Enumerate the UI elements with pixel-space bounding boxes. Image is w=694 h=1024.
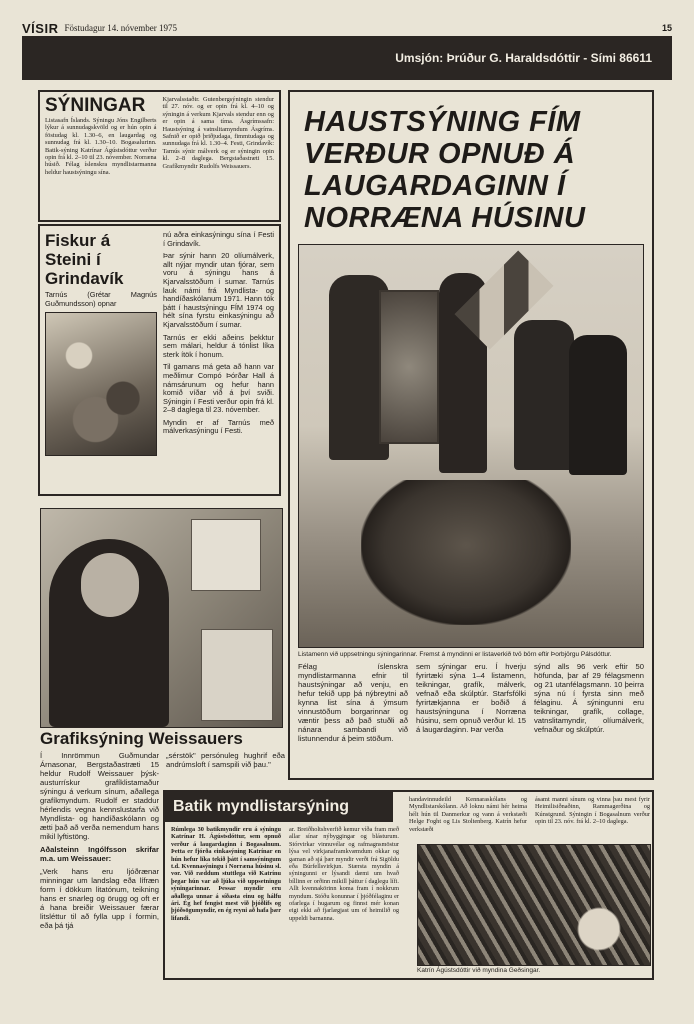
- fiskur-para: Til gamans má geta að hann var meðlimur Compó Þórðar Hall á námsárunum og hefur hann komið víðar við á því sviði. Sýningin í Festi verður opin frá kl. 2–8 daglega til 23. nóvember.: [163, 362, 274, 415]
- haustsyning-headline: HAUSTSÝNING FÍM VERÐUR OPNUÐ Á LAUGARDAGINN Í NORRÆNA HÚSINU: [304, 106, 586, 234]
- issue-date: Föstudagur 14. nóvember 1975: [64, 23, 177, 33]
- batik-artwork-photo: [417, 844, 651, 966]
- fiskur-para: Tarnús er ekki aðeins þekktur sem málari, heldur á tónlist líka sterk ítök í honum.: [163, 332, 274, 359]
- batik-title: Batik myndlistarsýning: [165, 792, 393, 822]
- fiskur-lead: Tarnús (Grétar Magnús Guðmundsson) opnar: [45, 290, 157, 308]
- fiskur-painting-photo: [45, 312, 157, 456]
- grafik-quote-end: „sérstök" persónuleg hughrif eða andrúmsloft í samspili við þau.": [166, 751, 285, 769]
- haustsyning-col1: Félag íslenskra myndlistarmanna efnir til haustsýningar að venju, en hefur tekið upp þá nýbreytni að kynna list sína á ýmsum vinnustöðum borgarinnar og væntir þess að það stuðli að nánara sambandi við listunnendur á þeim stöðum.: [298, 662, 408, 743]
- grafik-para: „Verk hans eru ljóðrænar minningar um landslag eða lífræn form í dökkum litatónum, teikning hans er snarleg og örugg og oft er á hana breiðir Weissauer færar litsléttur til að fylla upp í formin, eða þá tjá: [40, 867, 159, 930]
- batik-col3: handavinnudeild Kennaraskólans og Myndlistarskólann. Að loknu námi hér heima hélt hún til Danmerkur og vann á verkstæði Helge Foght og Lis Stoltenberg. Katrín hefur verkstæði: [409, 796, 527, 833]
- syningar-col2: Kjarvalsstaðir. Gutenbergsýningin stendur til 27. nóv. og er opin frá kl. 4–10 og sýningin á verkum Kjarvals stendur enn og er opin á sama tíma. Ásgrímssafn: Haustsýning á vatnslitamyndum Ásgríms. Safnið er opið þriðjudaga, fimmtudaga og sunnudaga frá kl. 1.30–4. Festi, Grindavík: Tarnús sýnir málverk og er sýningin opin kl. 2–8 daglega. Bergstaðastræti 15. Grafíkmyndir Rudolfs Weissauers.: [162, 96, 274, 170]
- grafik-subhead: Aðalsteinn Ingólfsson skrifar m.a. um Weissauer:: [40, 845, 159, 863]
- photo-caption: Listamenn við uppsetningu sýningarinnar. Fremst á myndinni er listaverkið tvö börn eftir Þorbjörgu Pálsdóttur.: [298, 651, 612, 658]
- fiskur-title: Fiskur á Steini í Grindavík: [45, 231, 124, 288]
- exhibition-setup-photo: [298, 244, 644, 648]
- page-number: 15: [661, 23, 672, 33]
- batik-article: [163, 790, 654, 980]
- haustsyning-col2: sem sýningar eru. Í hverju fyrirtæki sýna 1–4 listamenn, teikningar, grafík, málverk, vefnað eða skúlptúr. Starfsfólki fyrirtækjanna er boðið á haustsýninguna í Norræna húsinu, sem opnuð verður kl. 15 á laugardaginn. Þar verða: [416, 662, 526, 734]
- syningar-col1: Listasafn Íslands. Sýningu Jóns Engilberts lýkur á sunnudagskvöld og er hún opin á föstudag kl. 1.30–6, en laugardag og sunnudag frá kl. 1.30–10. Bogasalurinn. Batik-sýning Katrínar Ágústsdóttur verður opin frá kl. 2–10 til 23. nóvember. Norræna húsið. Félag íslenskra myndlistarmanna heldur haustsýningu sína.: [45, 117, 157, 176]
- syningar-title: SÝNINGAR: [45, 95, 146, 116]
- section-banner: [22, 36, 672, 80]
- weissauer-portrait-photo: [40, 508, 283, 728]
- batik-col4: ásamt manni sínum og vinna þau mest fyrir Heimilisiðnaðinn, Rammagerðina og Kúnstgrund. Sýningin í Bogasalnum verður opin til 23. nóv. frá kl. 2–10 daglega.: [535, 796, 650, 826]
- batik-caption: Katrín Ágústsdóttir við myndina Geðsingar.: [417, 967, 541, 974]
- syningar-listing: [38, 90, 281, 222]
- masthead: [22, 20, 672, 36]
- grafik-title: Grafiksýning Weissauers: [40, 729, 243, 748]
- fiskur-article: [38, 224, 281, 496]
- newspaper-logo: VÍSIR: [22, 20, 59, 36]
- section-editor-label: Umsjón: Þrúður G. Haraldsdóttir - Sími 86611: [395, 51, 652, 65]
- fiskur-para: Myndin er af Tarnús með málverkasýningu í Festi.: [163, 417, 274, 436]
- haustsyning-col3: sýnd alls 96 verk eftir 50 höfunda, þar af 29 félagsmenn og 21 utanfélagsmann. 10 þeirra sýna nú í fyrsta sinn með félaginu. Á sýningunni eru teikningar, grafík, collage, vatnslitamyndir, olíumálverk, vefnaður og skúlptúr.: [534, 662, 644, 734]
- fiskur-para: Þar sýnir hann 20 olíumálverk, allt nýjar myndir utan fjórar, sem voru á sýningu hans á Kjarvalsstöðum í sumar. Tarnús lauk námi frá Myndlista- og handíðaskólanum 1971. Hann tók þátt í haustsýningu FÍM 1974 og hélt sína fyrstu einkasýningu að Kjarvalsstöðum í sumar.: [163, 251, 274, 329]
- haustsyning-article: [288, 90, 654, 780]
- batik-col2: ar. Breiðholtshverfið kemur víða fram með allar sínar nýbyggingar og blásturum. Stórvirkar vinnuvélar og rafmagnsmöstur lýsa vel virkjanaframkvæmdum okkar og gaman að sjá þær myndir verði frá Sigöldu eða Búrfellsvirkjun. Stærsta myndin á sýningunni er lýsandi dæmi um hvað bíllinn er orðinn mikill þáttur í daglegu lífi. Allt kvennakörinn koma fram í nokkrum myndum. Stóðu konunnar í þjóðfélaginu er ofarlega í hugarum og finnst mér konan eigi ekki að fjarlægjast um of heimilið og uppeldi barnanna.: [289, 826, 399, 922]
- grafik-para: Í Innrömmun Guðmundar Árnasonar, Bergstaðastræti 15 heldur Rudolf Weissauer þýsk-austurrískur grafíklistamaður sýningu á verkum sínum, aðallega grafíkmyndum. Rudolf er staddur hérlendis vegna kennslustarfa við Myndlista- og handíðaskólann og ætti það að verða nemendum hans mikil lyftistöng.: [40, 751, 159, 841]
- batik-col1: Rúmlega 30 batikmyndir eru á sýningu Katrínar H. Ágústsdóttur, sem opnuð verður á laugardaginn í Bogasalnum. Þetta er fjórða einkasýning Katrínar en hún hefur líka tekið þátt í samsýningum t.d. Kvennasýningu í Norræna húsinu sl. vor. Við ræddum stuttlega við Katrínu þegar hún var að ljúka við uppsetningu sýningarinnar. Þessar myndir eru aðallega unnar á síðasta einu og hálfu ári. Ég hef fengist mest við þjóðlífs og þjóðsögumyndir, en ég reyni að hafa þær lifandi.: [171, 826, 281, 922]
- fiskur-para: nú aðra einkasýningu sína í Festi í Grindavík.: [163, 230, 274, 248]
